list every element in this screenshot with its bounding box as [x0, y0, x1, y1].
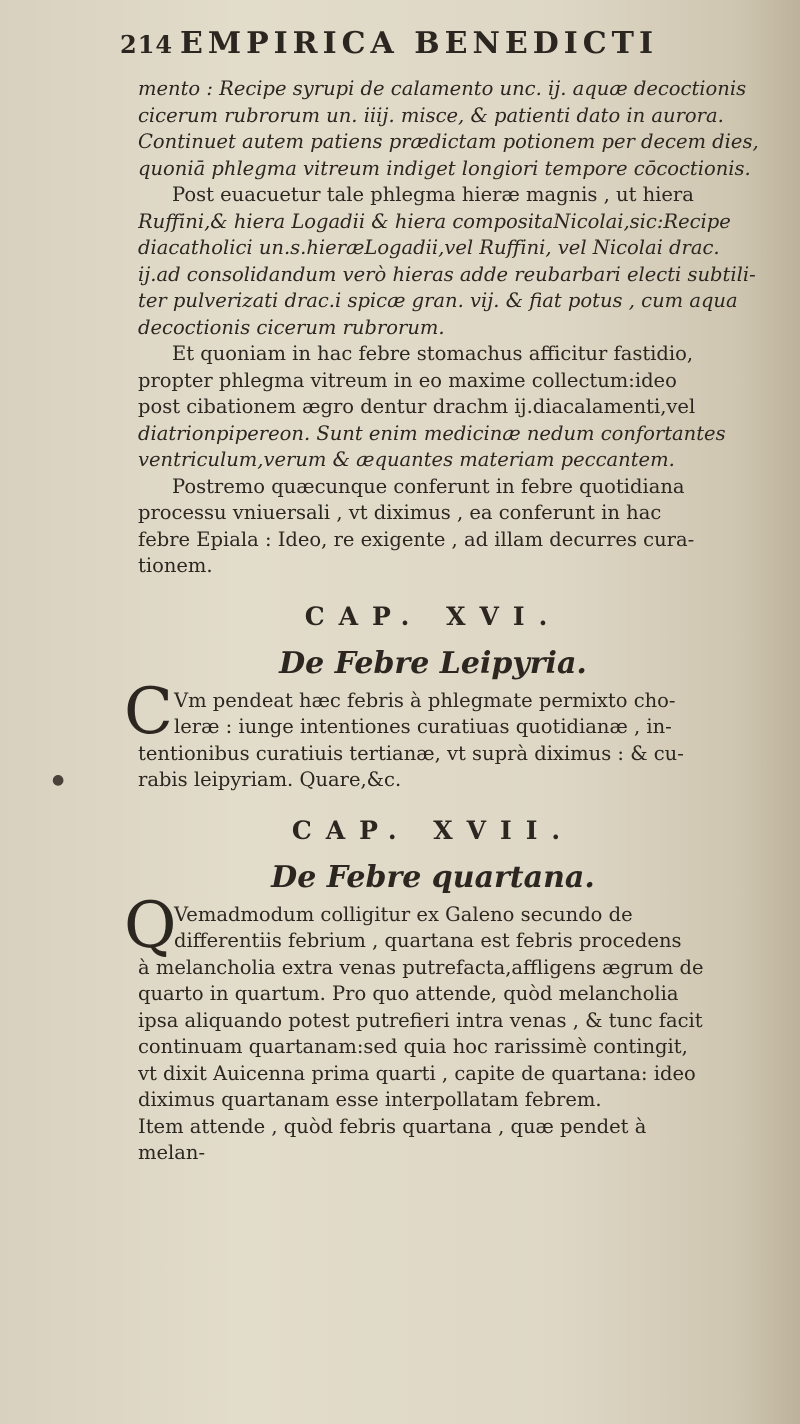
page-body — [124, 76, 788, 1167]
chapter-text — [124, 674, 788, 794]
margin-dot: ● — [52, 772, 65, 788]
text-line: ter pulverizati drac.i spicæ gran. vij. & fiat potus , cum aqua — [138, 289, 738, 312]
text-line: ventriculum,verum & æquantes materiam peccantem. — [138, 448, 675, 471]
text-line: leræ : iunge intentiones curatiuas quotidianæ , in- — [174, 715, 672, 738]
text-line: Continuet autem patiens prædictam potionem per decem dies, — [138, 130, 759, 153]
text-line: differentiis febrium , quartana est febris procedens — [174, 929, 682, 952]
text-line: Vemadmodum colligitur ex Galeno secundo de — [174, 902, 633, 926]
text-line: Postremo quæcunque conferunt in febre quotidiana — [172, 474, 685, 498]
text-line: diximus quartanam esse interpollatam febrem. — [138, 1088, 602, 1111]
text-line: ij.ad consolidandum verò hieras adde reubarbari electi subtili- — [138, 262, 756, 286]
text-line: Item attende , quòd febris quartana , quæ pendet à — [138, 1114, 647, 1138]
text-line: Ruffini,& hiera Logadii & hiera compositaNicolai,sic:Recipe — [138, 209, 731, 233]
text-line: mento : Recipe syrupi de calamento unc. ij. aquæ decoctionis — [138, 77, 747, 100]
chapter-title: De Febre quartana. — [271, 859, 595, 895]
text-line: decoctionis cicerum rubrorum. — [138, 315, 445, 339]
page-header — [120, 26, 720, 66]
text-line: rabis leipyriam. Quare,&c. — [138, 768, 402, 791]
text-line: Post euacuetur tale phlegma hieræ magnis , ut hiera — [172, 183, 694, 206]
drop-cap: C — [124, 674, 173, 749]
chapter-title: De Febre Leipyria. — [279, 645, 587, 681]
text-line: tionem. — [138, 554, 213, 577]
text-line: propter phlegma vitreum in eo maxime collectum:ideo — [138, 368, 677, 392]
text-line: diacatholici un.s.hieræLogadii,vel Ruffini, vel Nicolai drac. — [138, 236, 720, 259]
chapter-number: CAP. XVII. — [291, 815, 575, 845]
drop-cap: Q — [124, 888, 177, 963]
chapter-text — [124, 888, 788, 1167]
running-head: EMPIRICA BENEDICTI — [180, 26, 659, 61]
text-line: quoniā phlegma vitreum indiget longiori tempore cōcoctionis. — [138, 156, 751, 180]
text-block-main — [138, 76, 788, 580]
text-line: processu vniuersali , vt diximus , ea conferunt in hac — [138, 501, 662, 524]
text-line: Vm pendeat hæc febris à phlegmate permixto cho- — [174, 688, 676, 712]
text-line: vt dixit Auicenna prima quarti , capite de quartana: ideo — [138, 1061, 696, 1085]
text-line: ipsa aliquando potest putrefieri intra venas , & tunc facit — [138, 1008, 703, 1032]
text-line: post cibationem ægro dentur drachm ij.diacalamenti,vel — [138, 395, 696, 418]
text-line: febre Epiala : Ideo, re exigente , ad illam decurres cura- — [138, 527, 695, 551]
text-line: quarto in quartum. Pro quo attende, quòd melancholia — [138, 982, 679, 1005]
text-line: tentionibus curatiuis tertianæ, vt suprà diximus : & cu- — [138, 741, 684, 765]
text-line: Et quoniam in hac febre stomachus afficitur fastidio, — [172, 342, 694, 365]
page-number: 214 — [120, 30, 174, 59]
text-line: cicerum rubrorum un. iiij. misce, & patienti dato in aurora. — [138, 103, 724, 127]
text-line: à melancholia extra venas putrefacta,affligens ægrum de — [138, 955, 704, 979]
text-line: diatrionpipereon. Sunt enim medicinæ nedum confortantes — [138, 421, 726, 445]
chapter-number: CAP. XVI. — [304, 601, 562, 631]
text-line: melan- — [138, 1141, 206, 1164]
text-line: continuam quartanam:sed quia hoc rarissimè contingit, — [138, 1035, 688, 1058]
